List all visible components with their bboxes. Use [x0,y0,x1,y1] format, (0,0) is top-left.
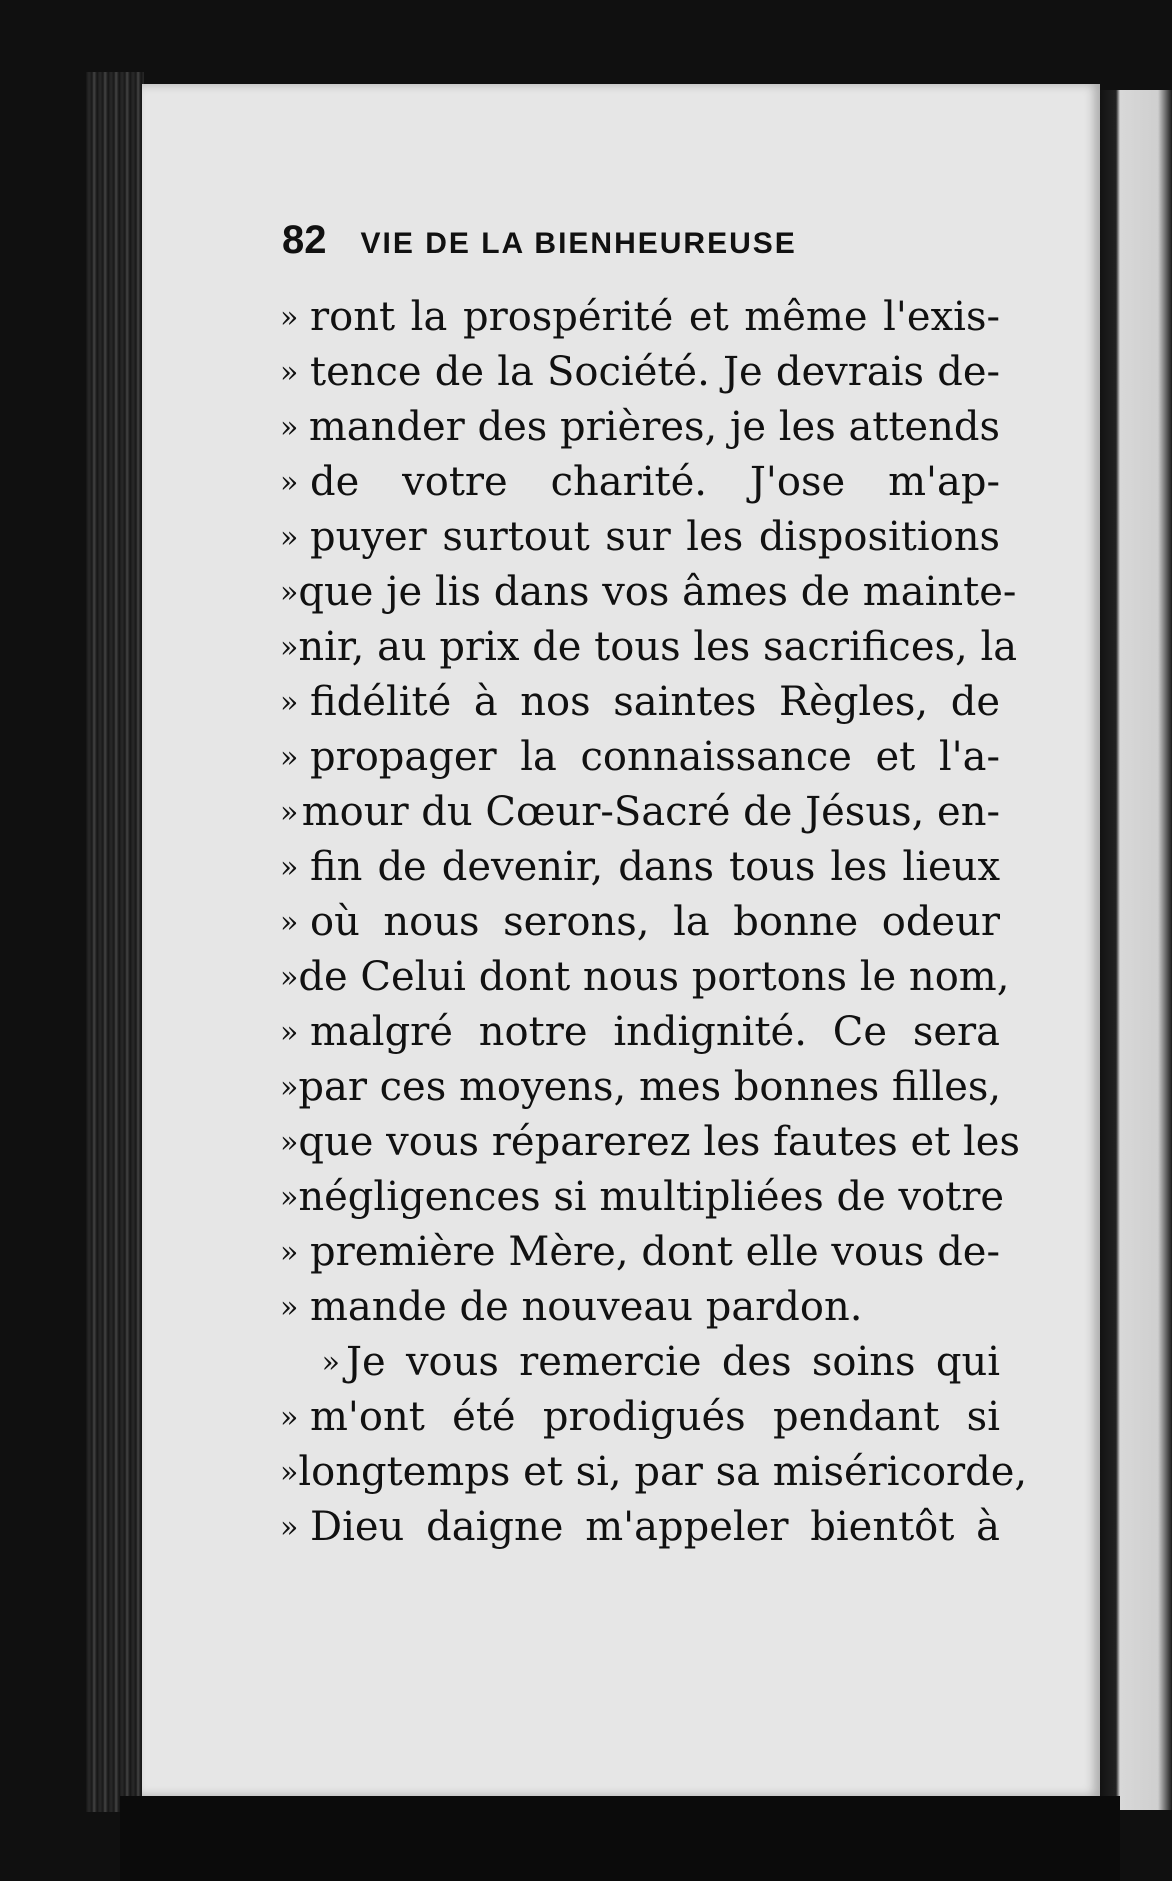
text-line [280,510,1000,565]
line-text: m'ont été prodigués pendant si [310,1394,1000,1440]
text-line [280,895,1000,950]
quote-mark: » [280,1290,299,1325]
text-line [280,950,1010,1005]
book-spine-edge [86,72,144,1812]
quote-mark: » [280,630,299,665]
scan-bottom-shadow [120,1796,1120,1881]
line-text: de votre charité. J'ose m'ap- [310,459,1000,505]
facing-page-edge [1098,90,1172,1810]
line-text: par ces moyens, mes bonnes filles, [298,1064,1002,1110]
line-text: fin de devenir, dans tous les lieux [310,844,1000,890]
quote-mark: » [280,575,299,610]
line-text: tence de la Société. Je devrais de- [310,349,1000,395]
line-text: ront la prospérité et même l'exis- [310,294,1000,340]
text-line [280,565,1017,620]
text-line [280,1170,1005,1225]
line-text: puyer surtout sur les dispositions [310,514,1000,560]
quote-mark: » [280,1015,299,1050]
quote-mark: » [280,1070,299,1105]
text-line [280,675,1000,730]
text-line [280,455,1000,510]
line-text: nir, au prix de tous les sacrifices, la [298,624,1018,670]
line-text: propager la connaissance et l'a- [310,734,1000,780]
running-title: VIE DE LA BIENHEUREUSE [360,227,797,260]
line-text: négligences si multipliées de votre [298,1174,1005,1220]
text-line [280,1280,1000,1335]
quote-mark: » [280,1235,299,1270]
text-line [280,840,1000,895]
quote-mark: » [280,685,299,720]
text-line [280,1500,1000,1555]
line-text: Dieu daigne m'appeler bientôt à [310,1504,1000,1550]
quote-mark: » [280,520,299,555]
line-text: que je lis dans vos âmes de mainte- [298,569,1017,615]
text-line [280,345,1000,400]
quote-mark: » [280,410,299,445]
text-line [280,1115,1020,1170]
quote-mark: » [280,740,299,775]
text-line [280,290,1000,345]
text-line [280,620,1018,675]
text-line [280,1005,1000,1060]
line-text: Je vous remercie des soins qui [346,1339,1000,1385]
line-text: fidélité à nos saintes Règles, de [310,679,1000,725]
text-line [280,1060,1000,1115]
line-text: mander des prières, je les attends [308,404,1000,450]
quote-mark: » [280,960,299,995]
quote-mark: » [280,465,299,500]
quote-mark: » [321,1345,340,1380]
body-text [280,290,1028,1555]
page-header [282,218,1002,278]
text-line [280,400,1000,455]
text-line [280,1445,1028,1500]
line-text: longtemps et si, par sa miséricorde, [298,1449,1028,1495]
quote-mark: » [280,355,299,390]
quote-mark: » [280,850,299,885]
line-text: mande de nouveau pardon. [310,1284,863,1330]
text-line [280,1335,1000,1390]
text-line [280,785,1000,840]
line-text: que vous réparerez les fautes et les [298,1119,1020,1165]
line-text: mour du Cœur-Sacré de Jésus, en- [301,789,1000,835]
quote-mark: » [280,905,299,940]
text-line [280,1225,1000,1280]
text-line [280,730,1000,785]
line-text: première Mère, dont elle vous de- [310,1229,1000,1275]
quote-mark: » [280,300,299,335]
line-text: malgré notre indignité. Ce sera [310,1009,1000,1055]
line-text: où nous serons, la bonne odeur [310,899,1000,945]
text-line [280,1390,1000,1445]
quote-mark: » [280,1125,299,1160]
quote-mark: » [280,1400,299,1435]
quote-mark: » [280,1180,299,1215]
quote-mark: » [280,1510,299,1545]
page-number: 82 [282,218,327,262]
line-text: de Celui dont nous portons le nom, [298,954,1010,1000]
quote-mark: » [280,1455,299,1490]
quote-mark: » [280,795,299,830]
